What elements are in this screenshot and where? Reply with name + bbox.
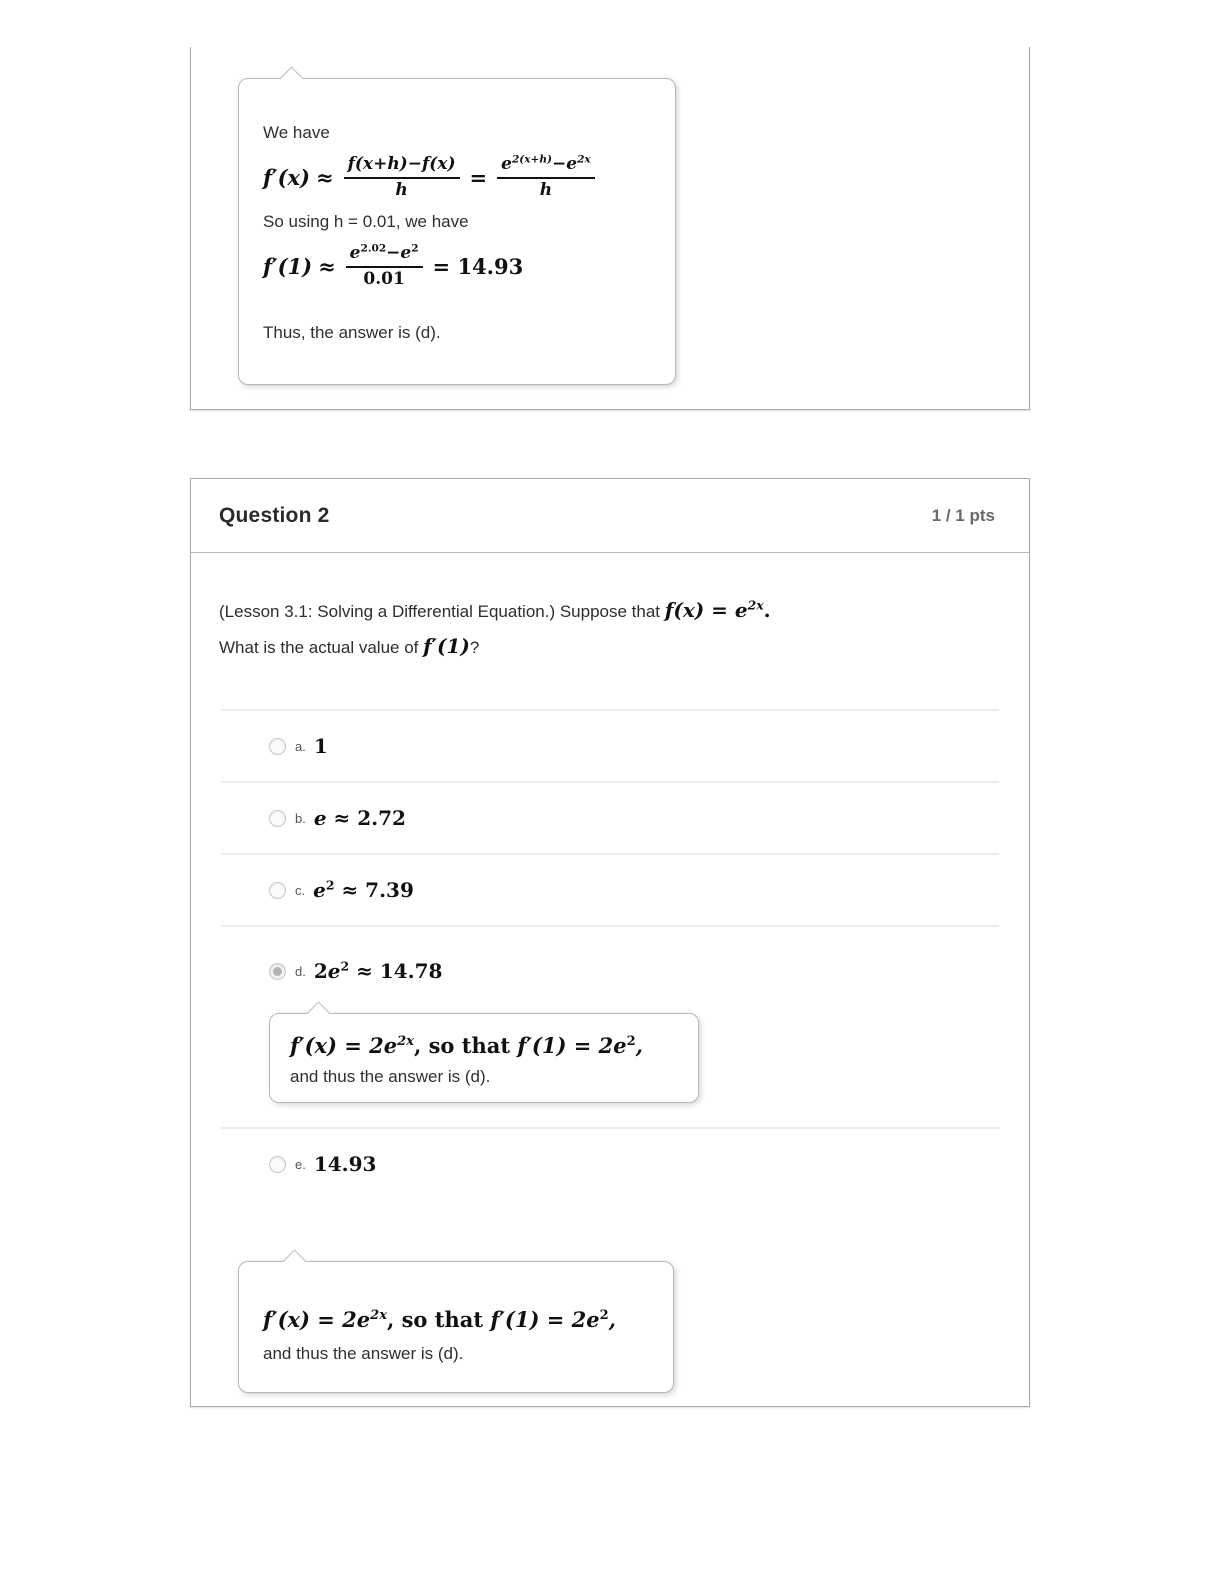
- fraction: $\frac{e^{2.02}-e^2}{0.01}$: [346, 244, 423, 289]
- fraction: $\frac{e^{2(x+h)}-e^{2x}}{h}$: [497, 155, 595, 200]
- option-value-d: $2e^2 \approx 14.78$: [313, 958, 443, 983]
- option-letter-c: c.: [295, 882, 306, 898]
- prompt-question-mark: ?: [469, 638, 480, 657]
- option-value-c: $e^2 \approx 7.39$: [313, 877, 414, 902]
- prompt-line2-text: What is the actual value of: [219, 638, 424, 657]
- feedback-mid-text: So using h = 0.01, we have: [263, 212, 469, 232]
- question-prompt: [219, 593, 999, 665]
- spacer: [191, 1109, 1029, 1127]
- approximation-formula: f′(x) ≈ $\frac{f(x+h)-f(x)}{h}$ = $\frac{e^{2(x+h)}-e^{2x}}{h}$: [263, 155, 651, 200]
- prompt-math-fprime: f′(1): [423, 634, 470, 658]
- option-letter-b: b.: [295, 810, 306, 826]
- radio-option-a[interactable]: [269, 738, 286, 755]
- feedback-conclusion: Thus, the answer is (d).: [263, 323, 441, 343]
- feedback-bubble-previous: [238, 78, 676, 385]
- bubble-pointer-icon: [279, 66, 303, 90]
- feedback-intro: We have: [263, 123, 330, 142]
- question-2-box: [190, 478, 1030, 1407]
- option-letter-d: d.: [295, 963, 306, 979]
- option-row-d-selected[interactable]: [191, 927, 1029, 997]
- option-value-e: 14.93: [313, 1152, 377, 1176]
- option-letter-e: e.: [295, 1156, 306, 1172]
- bubble-pointer-icon: [306, 1001, 330, 1025]
- numeric-estimate-formula: f′(1) ≈ $\frac{e^{2.02}-e^2}{0.01}$ = 14.93: [263, 242, 524, 289]
- option-letter-a: a.: [295, 738, 306, 754]
- answer-feedback-text: and thus the answer is (d).: [290, 1067, 491, 1086]
- fraction: $\frac{f(x+h)-f(x)}{h}$: [344, 155, 460, 200]
- option-value-b: e ≈ 2.72: [313, 806, 406, 830]
- answer-options-list: [191, 709, 1029, 1199]
- radio-option-e[interactable]: [269, 1156, 286, 1173]
- radio-option-c[interactable]: [269, 882, 286, 899]
- option-row-c[interactable]: [191, 855, 1029, 925]
- general-feedback-bubble: [238, 1261, 674, 1393]
- question-title: Question 2: [219, 503, 330, 527]
- radio-option-b[interactable]: [269, 810, 286, 827]
- option-value-a: 1: [313, 734, 328, 758]
- option-row-b[interactable]: [191, 783, 1029, 853]
- general-feedback-text: and thus the answer is (d).: [263, 1344, 464, 1363]
- prompt-math-fx: $f(x) = e^{2x}$.: [664, 597, 771, 622]
- derivative-formula: $f'(x) = 2e^{2x}$, so that $f'(1) = 2e^2$,: [263, 1307, 616, 1332]
- points-badge: 1 / 1 pts: [931, 505, 995, 525]
- derivative-formula: $f'(x) = 2e^{2x}$, so that $f'(1) = 2e^2$,: [290, 1033, 643, 1058]
- option-row-e[interactable]: [191, 1129, 1029, 1199]
- radio-option-d-selected[interactable]: [269, 963, 286, 980]
- option-row-a[interactable]: [191, 711, 1029, 781]
- question-header: [191, 479, 1029, 553]
- bubble-pointer-icon: [282, 1249, 306, 1273]
- prompt-line1-text: (Lesson 3.1: Solving a Differential Equation.) Suppose that: [219, 602, 665, 621]
- answer-feedback-bubble: [269, 1013, 699, 1103]
- previous-question-box: [190, 47, 1030, 410]
